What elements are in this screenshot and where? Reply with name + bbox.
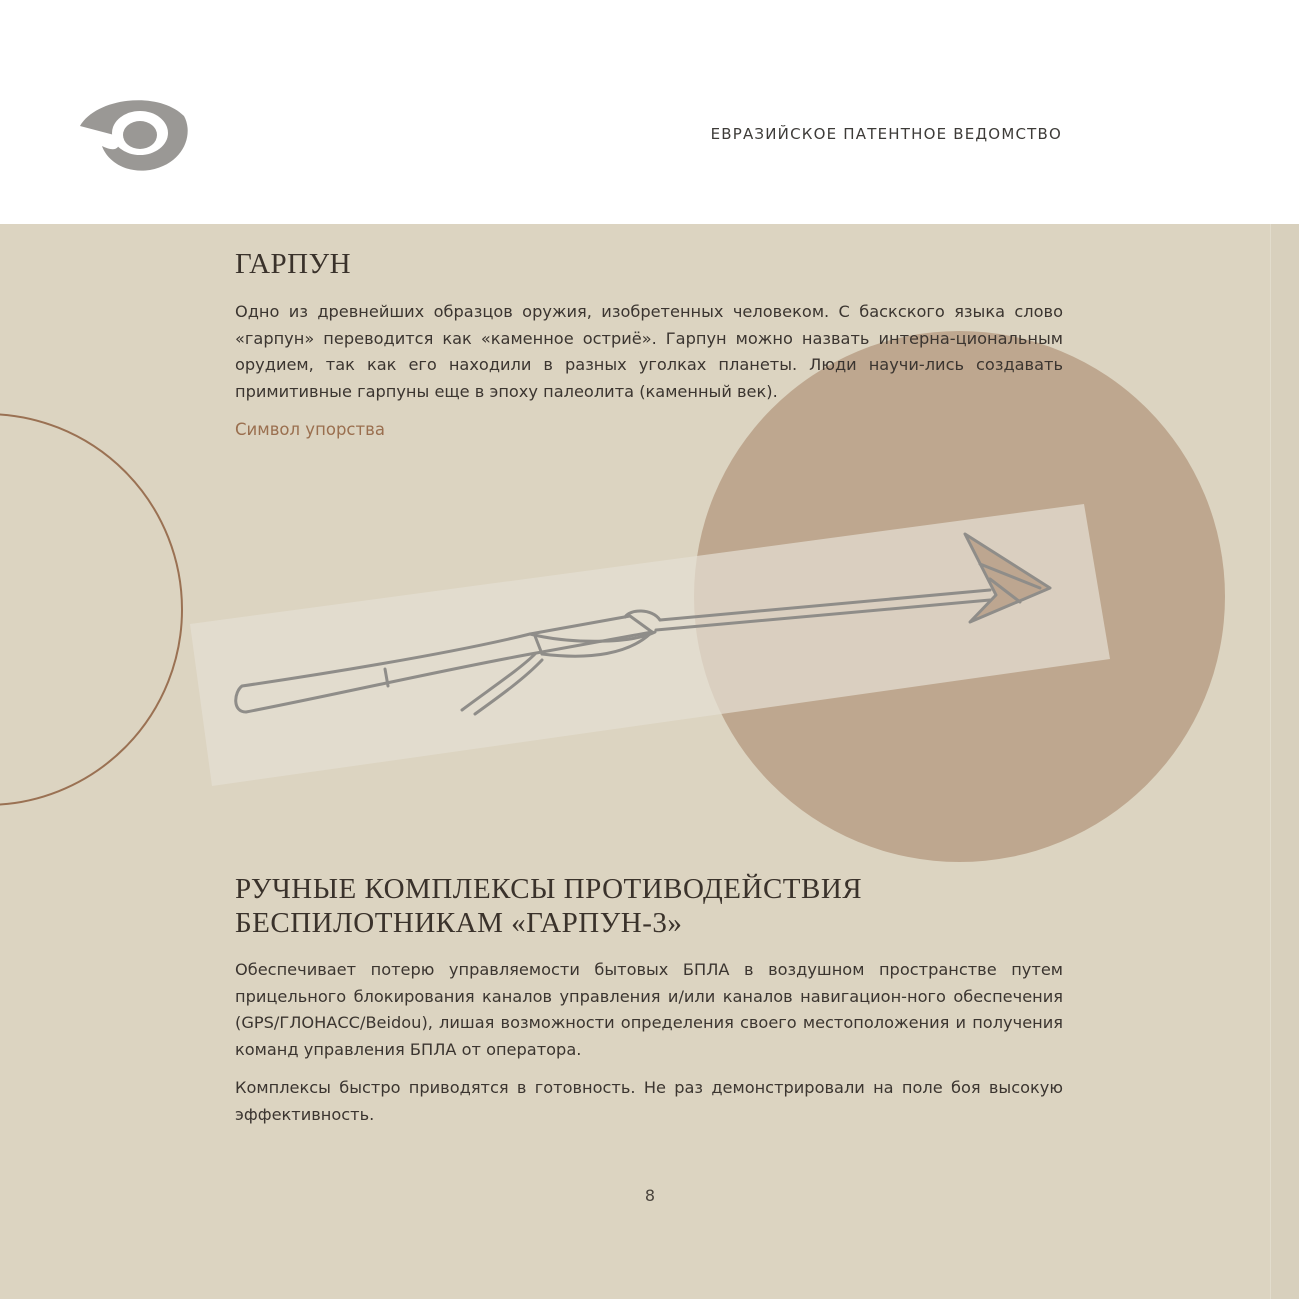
page-number: 8: [644, 1186, 656, 1205]
page-header: [0, 0, 1299, 224]
decorative-ring: [0, 413, 183, 806]
organization-name: ЕВРАЗИЙСКОЕ ПАТЕНТНОЕ ВЕДОМСТВО: [710, 125, 1062, 143]
section-title-harpoon: ГАРПУН: [235, 248, 352, 280]
title-line-1: РУЧНЫЕ КОМПЛЕКСЫ ПРОТИВОДЕЙСТВИЯ: [235, 873, 863, 905]
title-line-2: БЕСПИЛОТНИКАМ «ГАРПУН-3»: [235, 907, 683, 939]
section-body-garpun-3: Обеспечивает потерю управляемости бытовых БПЛА в воздушном пространстве путем прицельного блокирования каналов управления и/или каналов навигацион-ного обеспечения (GPS/ГЛОНАСС/Beidou), лишая возможности определения своего местоположения и получения команд управления БПЛА от оператора.: [235, 960, 1063, 1059]
accent-caption: Символ упорства: [235, 420, 385, 439]
section-body-garpun-3-extra: Комплексы быстро приводятся в готовность. Не раз демонстрировали на поле боя высокую эффективность.: [235, 1078, 1063, 1124]
page-edge-strip: [1270, 224, 1299, 1299]
harpoon-illustration: [190, 504, 1130, 804]
eye-logo-icon: [78, 94, 190, 172]
section-title-garpun-3: [235, 872, 1035, 940]
page-content: [0, 224, 1299, 1299]
section-body-harpoon: Одно из древнейших образцов оружия, изобретенных человеком. С баскского языка слово «гарпун» переводится как «каменное остриё». Гарпун можно назвать интерна-циональным орудием, так как его находили в разных уголках планеты. Люди научи-лись создавать примитивные гарпуны еще в эпоху палеолита (каменный век).: [235, 302, 1063, 401]
